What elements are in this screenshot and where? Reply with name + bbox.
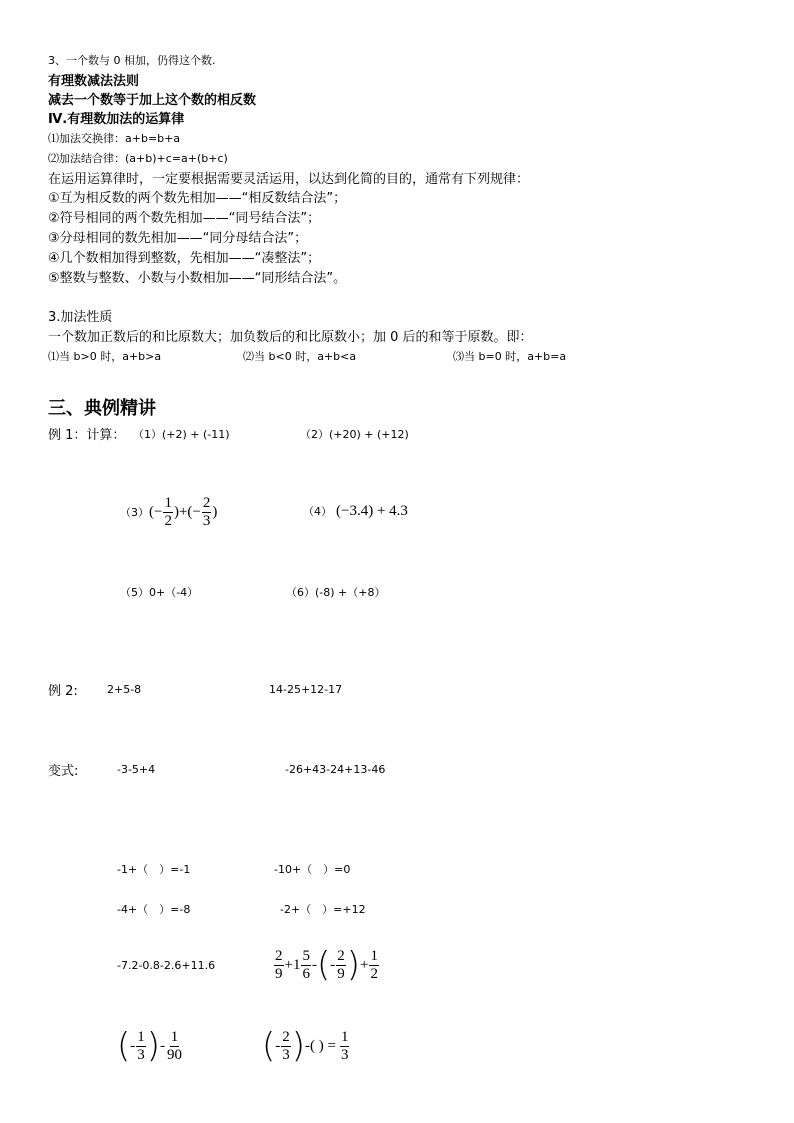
fraction-expression: ( - $\frac{2}{3}$ ) -( ) = $\frac{1}{3}$ (262, 1026, 349, 1066)
property-text: 一个数加正数后的和比原数大；加负数后的和比原数小；加 0 后的和等于原数。即： (48, 330, 533, 345)
text-line: 3、一个数与 0 相加，仍得这个数. (48, 54, 216, 67)
exercise-1: （1）(+2) + (-11) (133, 428, 230, 441)
math-expression: (−3.4) + 4.3 (336, 502, 408, 519)
law-associative: ⑵加法结合律：(a+b)+c=a+(b+c) (48, 152, 228, 165)
property-title: 3.加法性质 (48, 310, 113, 325)
exercise-expression: 14-25+12-17 (269, 683, 343, 696)
exercise-6: （6）(-8) +（+8） (286, 586, 386, 599)
law-commutative: ⑴加法交换律：a+b=b+a (48, 132, 181, 145)
rule-item: ①互为相反数的两个数先相加——“相反数结合法”； (48, 191, 347, 206)
exercise-4 (303, 500, 408, 522)
subsection-title: 有理数减法法则 (48, 74, 140, 89)
property-case: ⑴当 b>0 时，a+b>a (48, 350, 162, 363)
intro-text: 在运用运算律时，一定要根据需要灵活运用，以达到化简的目的，通常有下列规律： (48, 172, 530, 187)
fill-blank: -1+（ ）=-1 (117, 863, 191, 876)
laws-title: Ⅳ.有理数加法的运算律 (48, 112, 185, 127)
fraction-expression: ( - $\frac{1}{3}$ ) - $\frac{1}{90}$ (117, 1026, 183, 1066)
section-heading: 三、典例精讲 (48, 398, 156, 419)
rule-item: ③分母相同的数先相加——“同分母结合法”； (48, 231, 308, 246)
exercise-expression: 2+5-8 (107, 683, 142, 696)
fraction-expression: $\frac{2}{9}$ +1 $\frac{5}{6}$ - ( - $\frac{2}{9}$ ) + $\frac{1}{2}$ (275, 945, 378, 985)
exercise-2: （2）(+20) + (+12) (300, 428, 409, 441)
variation-label: 变式: (48, 764, 79, 779)
math-expression: (− $\frac{1}{2}$ )+(− $\frac{2}{3}$ ) (149, 494, 218, 529)
fill-blank: -2+（ ）=+12 (280, 903, 366, 916)
example-label: 例 2: (48, 684, 78, 699)
exercise-label: （4） (303, 505, 332, 518)
property-case: ⑶当 b=0 时，a+b=a (453, 350, 567, 363)
exercise-expression: -3-5+4 (117, 763, 156, 776)
rule-item: ②符号相同的两个数先相加——“同号结合法”； (48, 211, 321, 226)
exercise-expression: -26+43-24+13-46 (285, 763, 386, 776)
exercise-3 (120, 492, 217, 532)
property-case: ⑵当 b<0 时，a+b<a (243, 350, 357, 363)
rule-text: 减去一个数等于加上这个数的相反数 (48, 93, 257, 108)
exercise-5: （5）0+（-4） (120, 586, 199, 599)
rule-item: ⑤整数与整数、小数与小数相加——“同形结合法”。 (48, 271, 347, 286)
rule-item: ④几个数相加得到整数，先相加——“凑整法”； (48, 251, 321, 266)
example-label: 例 1：计算： (48, 428, 126, 443)
fill-blank: -10+（ ）=0 (274, 863, 351, 876)
fill-blank: -4+（ ）=-8 (117, 903, 191, 916)
exercise-expression: -7.2-0.8-2.6+11.6 (117, 959, 216, 972)
exercise-label: （3） (120, 506, 149, 519)
